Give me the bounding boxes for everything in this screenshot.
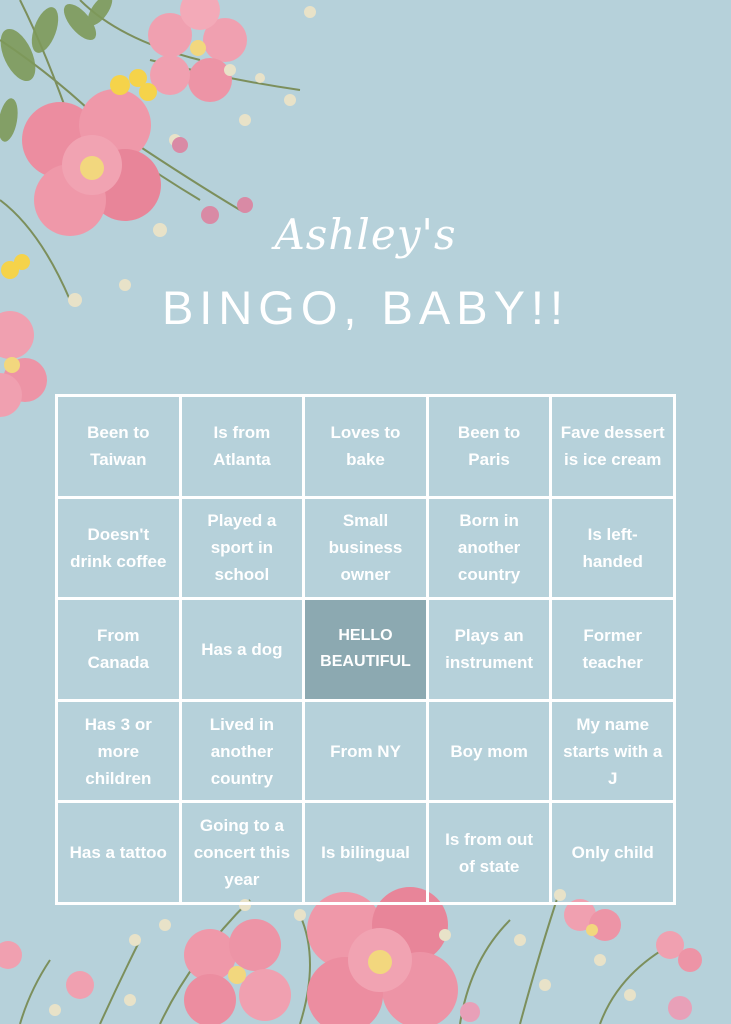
bingo-square[interactable]: Going to a concert this year [182, 803, 306, 905]
bingo-square[interactable]: Been to Paris [429, 397, 553, 499]
bingo-square[interactable]: Has a dog [182, 600, 306, 702]
bingo-square[interactable]: Has 3 or more children [58, 702, 182, 804]
bingo-square[interactable]: Is from Atlanta [182, 397, 306, 499]
bingo-square[interactable]: Only child [552, 803, 676, 905]
bingo-card [55, 394, 676, 905]
pink-flower-icon [307, 887, 458, 1024]
bingo-square[interactable]: Is from out of state [429, 803, 553, 905]
bingo-square[interactable]: Fave dessert is ice cream [552, 397, 676, 499]
bingo-square[interactable]: Played a sport in school [182, 499, 306, 601]
bingo-square[interactable]: Born in another country [429, 499, 553, 601]
free-square[interactable]: HELLO BEAUTIFUL [305, 600, 429, 702]
bingo-square[interactable]: From NY [305, 702, 429, 804]
script-title: Ashley's [274, 210, 457, 259]
bingo-square[interactable]: Is bilingual [305, 803, 429, 905]
bingo-square[interactable]: Boy mom [429, 702, 553, 804]
bingo-square[interactable]: Small business owner [305, 499, 429, 601]
page-title: BINGO, BABY!! [161, 281, 570, 334]
bingo-square[interactable]: Loves to bake [305, 397, 429, 499]
bingo-square[interactable]: Been to Taiwan [58, 397, 182, 499]
bingo-square[interactable]: Lived in another country [182, 702, 306, 804]
bingo-square[interactable]: Doesn't drink coffee [58, 499, 182, 601]
bingo-square[interactable]: From Canada [58, 600, 182, 702]
bingo-square[interactable]: My name starts with a J [552, 702, 676, 804]
bingo-square[interactable]: Plays an instrument [429, 600, 553, 702]
bingo-square[interactable]: Has a tattoo [58, 803, 182, 905]
bingo-square[interactable]: Is left-handed [552, 499, 676, 601]
bingo-square[interactable]: Former teacher [552, 600, 676, 702]
